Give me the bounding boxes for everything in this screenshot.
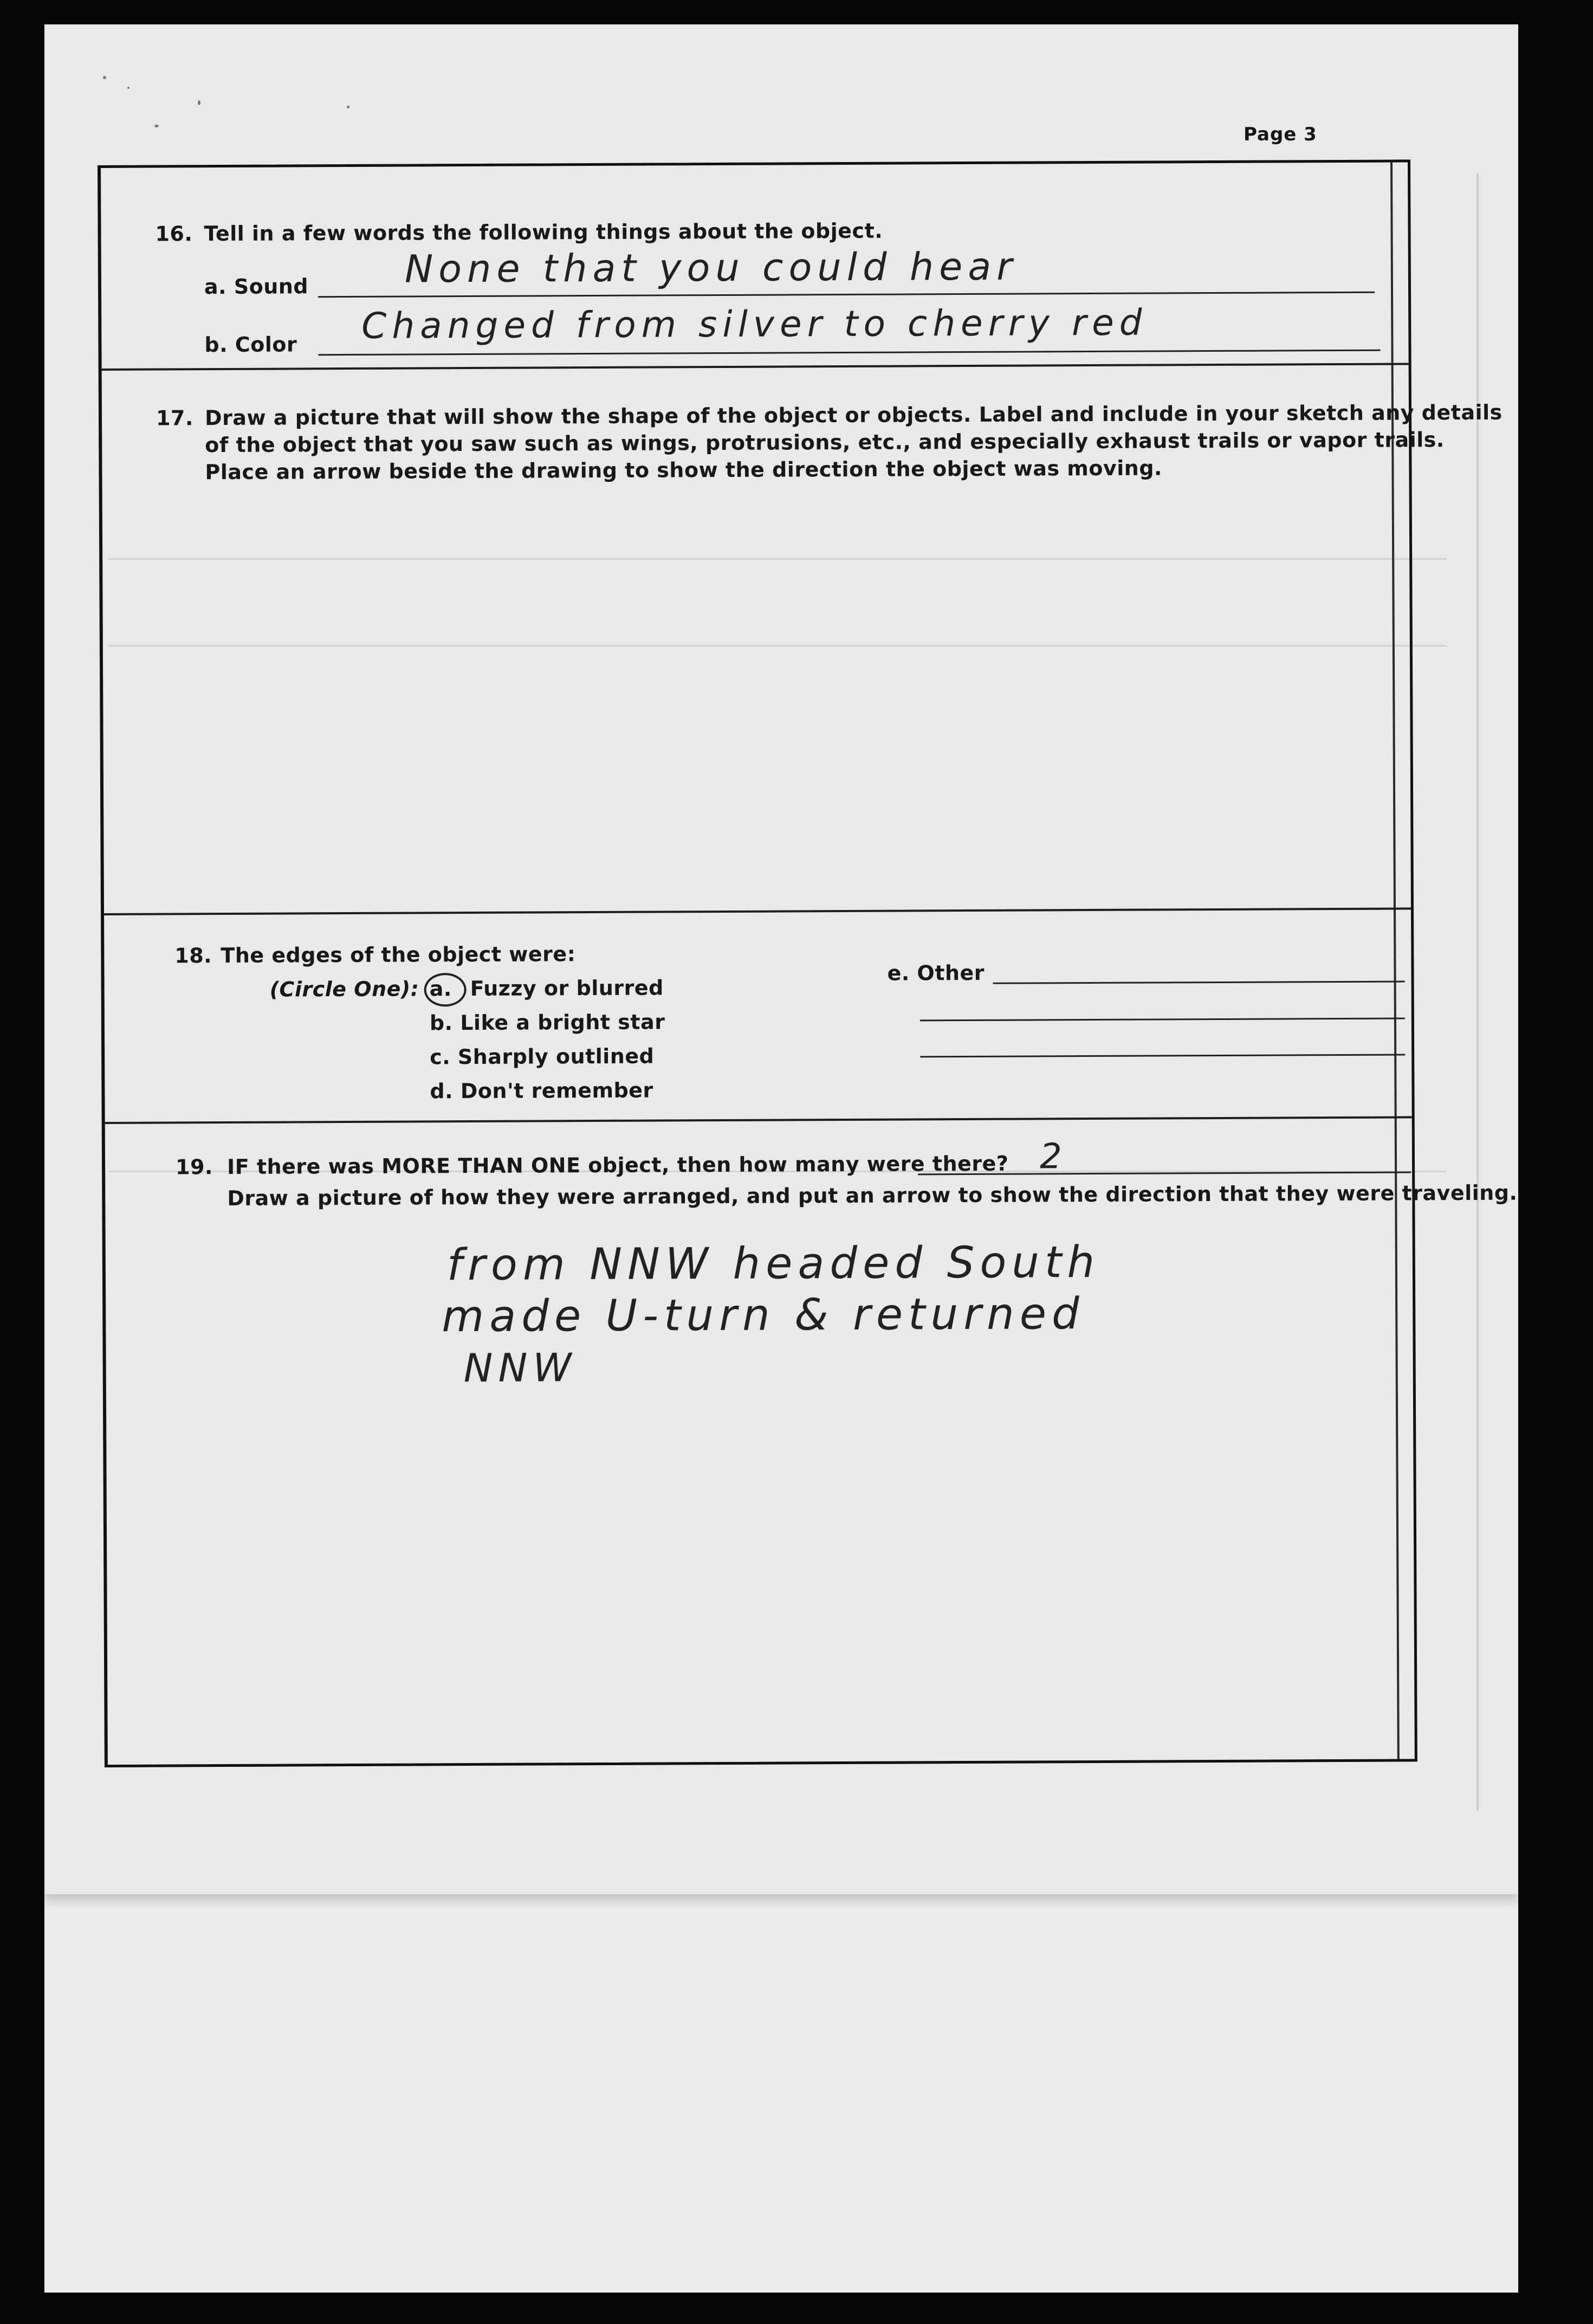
q16-number: 16. xyxy=(155,222,193,246)
q17-line3: Place an arrow beside the drawing to show the direction the object was moving. xyxy=(205,456,1163,485)
page-number: Page 3 xyxy=(1244,124,1317,145)
dust-speck xyxy=(198,100,200,105)
dust-speck xyxy=(103,76,106,79)
q18-other-line-2 xyxy=(920,1017,1405,1021)
dust-speck xyxy=(154,125,159,127)
q16-color-answer: Changed from silver to cherry red xyxy=(361,301,1148,347)
q16-sound-answer: None that you could hear xyxy=(404,244,1018,292)
q19-answer-line3: NNW xyxy=(463,1345,577,1391)
section-divider xyxy=(104,907,1411,915)
q16-prompt: Tell in a few words the following things about the object. xyxy=(204,218,883,246)
q19-number-text: 19. xyxy=(175,1155,213,1179)
q16-color-label: b. Color xyxy=(204,332,297,357)
q19-number xyxy=(176,1155,213,1179)
form-frame xyxy=(98,159,1518,1767)
section-divider xyxy=(105,1116,1412,1124)
q18-option-e[interactable]: e. Other xyxy=(887,960,985,985)
q18-other-line-1 xyxy=(993,980,1405,984)
q19-prompt-suffix: object, then how many were there? xyxy=(580,1151,1009,1178)
q16-sound-line xyxy=(318,292,1375,298)
q17-line2: of the object that you saw such as wings, protrusions, etc., and especially exhaust trails or vapor trails. xyxy=(205,428,1445,457)
q19-answer-line2: made U-turn & returned xyxy=(442,1288,1085,1342)
q19-line2: Draw a picture of how they were arranged, and put an arrow to show the direction that they were traveling. xyxy=(227,1180,1518,1210)
q18-option-a[interactable]: a. xyxy=(429,977,452,1001)
dust-speck xyxy=(347,106,349,108)
q17-drawing-area[interactable] xyxy=(113,488,1383,905)
q18-option-b[interactable]: b. Like a bright star xyxy=(429,1010,665,1035)
q19-prompt xyxy=(227,1152,1009,1179)
section-divider xyxy=(102,363,1409,371)
q19-drawing-area[interactable] xyxy=(116,1219,1387,1745)
q19-count-answer: 2 xyxy=(1039,1137,1067,1177)
q19-prompt-caps: MORE THAN ONE xyxy=(381,1153,581,1178)
q18-option-c[interactable]: c. Sharply outlined xyxy=(430,1044,655,1069)
q18-number: 18. xyxy=(174,944,212,968)
q19-prompt-prefix: IF there was xyxy=(226,1154,382,1179)
q18-other-line-3 xyxy=(920,1054,1405,1057)
q19-answer-line1: from NNW headed South xyxy=(446,1236,1100,1290)
q18-option-d[interactable]: d. Don't remember xyxy=(430,1078,653,1103)
q16-sound-label: a. Sound xyxy=(204,274,309,299)
q18-prompt: The edges of the object were: xyxy=(221,942,576,968)
q17-number: 17. xyxy=(156,406,193,430)
q17-line1: Draw a picture that will show the shape of the object or objects. Label and include in your sketch any details xyxy=(204,400,1503,430)
q18-circle-one: (Circle One): xyxy=(269,977,419,1002)
q18-option-a-text[interactable]: Fuzzy or blurred xyxy=(470,976,664,1001)
dust-speck xyxy=(127,87,129,89)
q16-color-line xyxy=(319,350,1381,356)
